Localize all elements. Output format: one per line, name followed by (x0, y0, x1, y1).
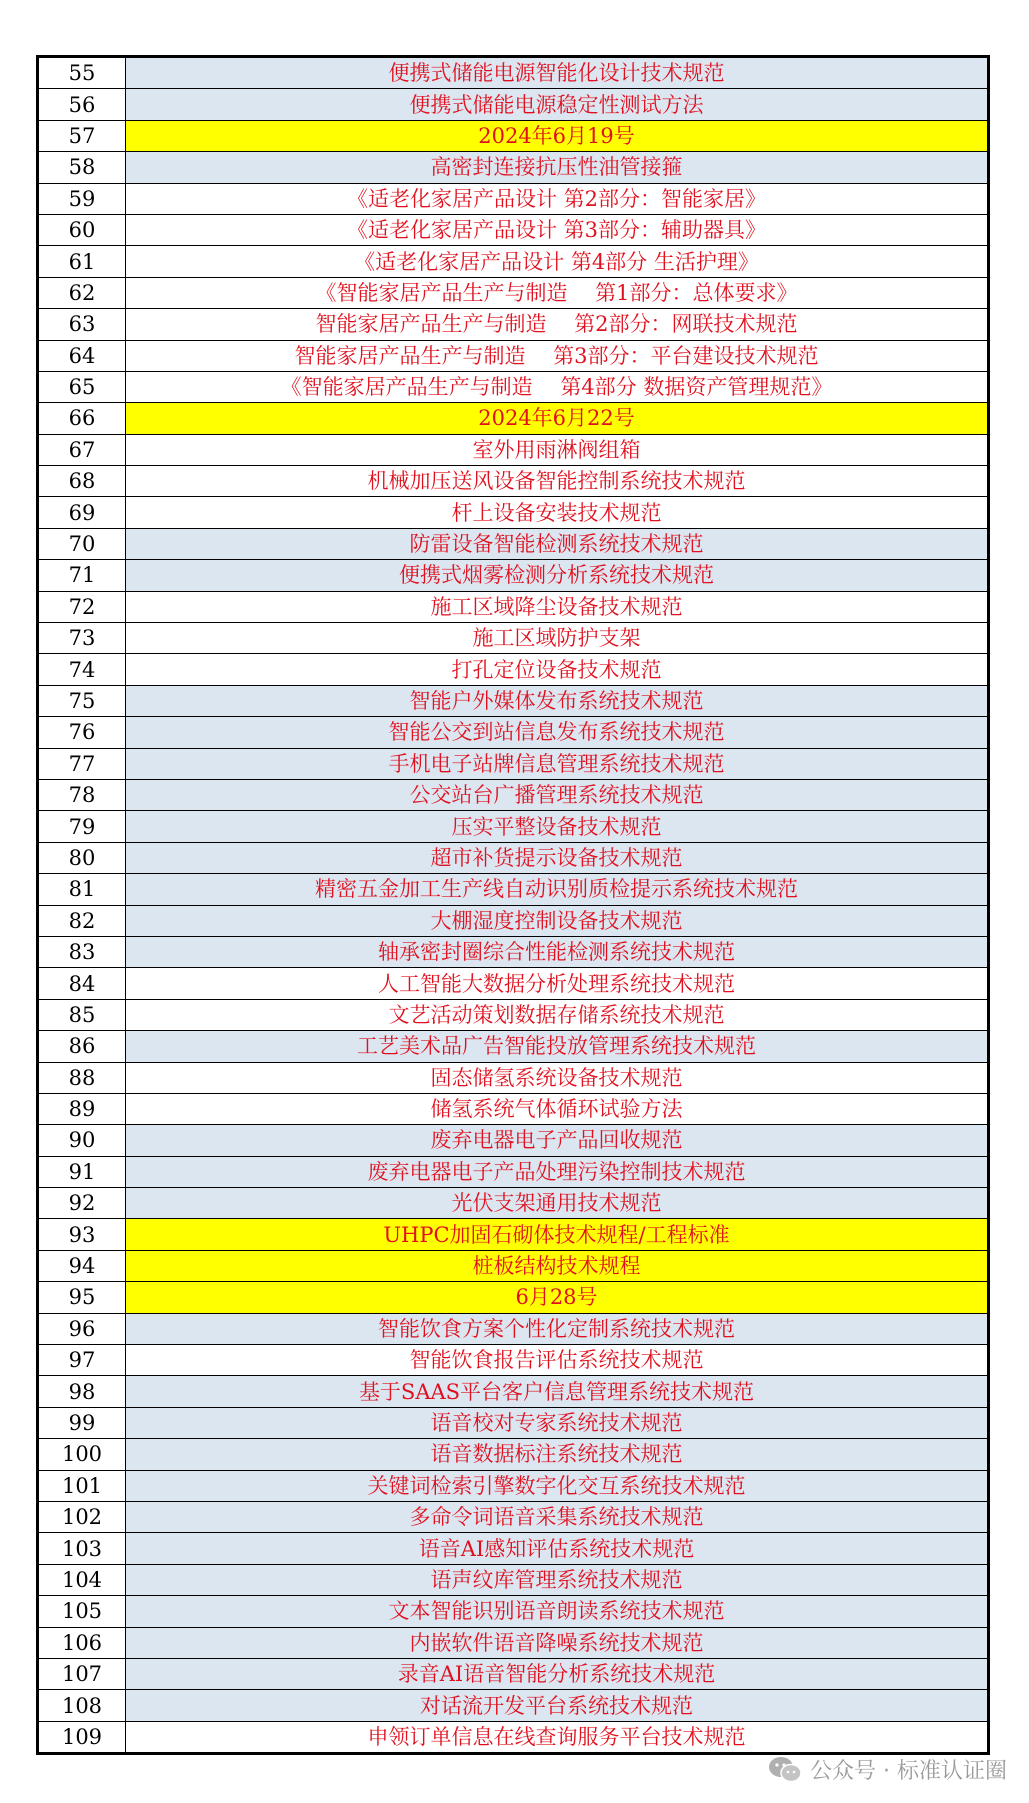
row-number: 107 (38, 1658, 126, 1689)
row-number: 102 (38, 1501, 126, 1532)
table-row (38, 497, 989, 528)
table-row (38, 1658, 989, 1689)
standard-title: 固态储氢系统设备技术规范 (126, 1062, 989, 1093)
row-number: 76 (38, 717, 126, 748)
table-row (38, 371, 989, 402)
table-row (38, 936, 989, 967)
row-number: 67 (38, 434, 126, 465)
standard-title: 防雷设备智能检测系统技术规范 (126, 528, 989, 559)
standard-title: 《适老化家居产品设计 第2部分：智能家居》 (126, 183, 989, 214)
standard-title: 便携式储能电源稳定性测试方法 (126, 89, 989, 120)
standard-title: 工艺美术品广告智能投放管理系统技术规范 (126, 1031, 989, 1062)
table-row (38, 591, 989, 622)
row-number: 86 (38, 1031, 126, 1062)
standard-title: 《智能家居产品生产与制造 第1部分：总体要求》 (126, 277, 989, 308)
table-row (38, 748, 989, 779)
table-row (38, 1282, 989, 1313)
standard-title: 压实平整设备技术规范 (126, 811, 989, 842)
table-row (38, 1439, 989, 1470)
row-number: 74 (38, 654, 126, 685)
standard-title: 超市补货提示设备技术规范 (126, 842, 989, 873)
table-row (38, 623, 989, 654)
row-number: 56 (38, 89, 126, 120)
row-number: 94 (38, 1250, 126, 1281)
row-number: 92 (38, 1188, 126, 1219)
standard-title: 录音AI语音智能分析系统技术规范 (126, 1658, 989, 1689)
table-row (38, 654, 989, 685)
table-row (38, 1188, 989, 1219)
table-row (38, 560, 989, 591)
standard-title: 《适老化家居产品设计 第3部分：辅助器具》 (126, 214, 989, 245)
table-row (38, 717, 989, 748)
standard-title: 智能家居产品生产与制造 第3部分：平台建设技术规范 (126, 340, 989, 371)
table-row (38, 1250, 989, 1281)
table-row (38, 1564, 989, 1595)
row-number: 106 (38, 1627, 126, 1658)
table-row (38, 466, 989, 497)
table-row (38, 403, 989, 434)
standard-title: 施工区域降尘设备技术规范 (126, 591, 989, 622)
table-row (38, 1690, 989, 1721)
standard-title: 便携式烟雾检测分析系统技术规范 (126, 560, 989, 591)
row-number: 68 (38, 466, 126, 497)
row-number: 97 (38, 1345, 126, 1376)
date-header-cell: UHPC加固石砌体技术规程/工程标准 (126, 1219, 989, 1250)
table-row (38, 1313, 989, 1344)
row-number: 108 (38, 1690, 126, 1721)
row-number: 98 (38, 1376, 126, 1407)
row-number: 84 (38, 968, 126, 999)
row-number: 80 (38, 842, 126, 873)
row-number: 90 (38, 1125, 126, 1156)
row-number: 59 (38, 183, 126, 214)
table-row (38, 214, 989, 245)
row-number: 101 (38, 1470, 126, 1501)
row-number: 60 (38, 214, 126, 245)
standard-title: 智能户外媒体发布系统技术规范 (126, 685, 989, 716)
table-row (38, 1062, 989, 1093)
row-number: 71 (38, 560, 126, 591)
standard-title: 大棚湿度控制设备技术规范 (126, 905, 989, 936)
row-number: 103 (38, 1533, 126, 1564)
standard-title: 智能饮食方案个性化定制系统技术规范 (126, 1313, 989, 1344)
row-number: 81 (38, 874, 126, 905)
row-number: 105 (38, 1596, 126, 1627)
row-number: 61 (38, 246, 126, 277)
row-number: 57 (38, 120, 126, 151)
standard-title: 机械加压送风设备智能控制系统技术规范 (126, 466, 989, 497)
row-number: 63 (38, 309, 126, 340)
table-row (38, 905, 989, 936)
row-number: 58 (38, 152, 126, 183)
row-number: 78 (38, 779, 126, 810)
table-row (38, 1125, 989, 1156)
table-row (38, 842, 989, 873)
table-row (38, 528, 989, 559)
table-row (38, 685, 989, 716)
table-row (38, 183, 989, 214)
date-header-cell: 6月28号 (126, 1282, 989, 1313)
wechat-icon (768, 1756, 802, 1784)
row-number: 75 (38, 685, 126, 716)
row-number: 72 (38, 591, 126, 622)
standard-title: 废弃电器电子产品处理污染控制技术规范 (126, 1156, 989, 1187)
standard-title: 人工智能大数据分析处理系统技术规范 (126, 968, 989, 999)
standard-title: 杆上设备安装技术规范 (126, 497, 989, 528)
standard-title: 语声纹库管理系统技术规范 (126, 1564, 989, 1595)
row-number: 55 (38, 57, 126, 89)
row-number: 64 (38, 340, 126, 371)
row-number: 89 (38, 1093, 126, 1124)
table-row (38, 1093, 989, 1124)
standards-table-body (38, 57, 989, 1754)
standards-table (36, 55, 990, 1755)
row-number: 95 (38, 1282, 126, 1313)
standard-title: 手机电子站牌信息管理系统技术规范 (126, 748, 989, 779)
table-row (38, 811, 989, 842)
table-row (38, 968, 989, 999)
row-number: 85 (38, 999, 126, 1030)
date-header-cell: 2024年6月22号 (126, 403, 989, 434)
standard-title: 智能家居产品生产与制造 第2部分：网联技术规范 (126, 309, 989, 340)
row-number: 79 (38, 811, 126, 842)
table-row (38, 434, 989, 465)
table-row (38, 1156, 989, 1187)
standard-title: 语音AI感知评估系统技术规范 (126, 1533, 989, 1564)
table-row (38, 277, 989, 308)
standard-title: 申领订单信息在线查询服务平台技术规范 (126, 1721, 989, 1753)
standard-title: 精密五金加工生产线自动识别质检提示系统技术规范 (126, 874, 989, 905)
table-row (38, 1219, 989, 1250)
row-number: 88 (38, 1062, 126, 1093)
standard-title: 高密封连接抗压性油管接箍 (126, 152, 989, 183)
row-number: 65 (38, 371, 126, 402)
table-row (38, 1031, 989, 1062)
table-row (38, 999, 989, 1030)
standard-title: 施工区域防护支架 (126, 623, 989, 654)
row-number: 99 (38, 1407, 126, 1438)
standard-title: 废弃电器电子产品回收规范 (126, 1125, 989, 1156)
row-number: 82 (38, 905, 126, 936)
table-row (38, 1345, 989, 1376)
table-row (38, 1627, 989, 1658)
row-number: 69 (38, 497, 126, 528)
standard-title: 储氢系统气体循环试验方法 (126, 1093, 989, 1124)
table-row (38, 1533, 989, 1564)
table-row (38, 1501, 989, 1532)
watermark (768, 1754, 1007, 1785)
table-row (38, 779, 989, 810)
table-row (38, 57, 989, 89)
table-row (38, 89, 989, 120)
watermark-text: 公众号 · 标准认证圈 (810, 1759, 1007, 1784)
date-header-cell: 2024年6月19号 (126, 120, 989, 151)
standard-title: 语音数据标注系统技术规范 (126, 1439, 989, 1470)
row-number: 96 (38, 1313, 126, 1344)
row-number: 73 (38, 623, 126, 654)
table-row (38, 1376, 989, 1407)
standard-title: 室外用雨淋阀组箱 (126, 434, 989, 465)
standard-title: 《智能家居产品生产与制造 第4部分 数据资产管理规范》 (126, 371, 989, 402)
row-number: 66 (38, 403, 126, 434)
standard-title: 文本智能识别语音朗读系统技术规范 (126, 1596, 989, 1627)
table-row (38, 152, 989, 183)
standard-title: 语音校对专家系统技术规范 (126, 1407, 989, 1438)
table-row (38, 309, 989, 340)
standard-title: 多命令词语音采集系统技术规范 (126, 1501, 989, 1532)
standard-title: 光伏支架通用技术规范 (126, 1188, 989, 1219)
date-header-cell: 桩板结构技术规程 (126, 1250, 989, 1281)
table-row (38, 874, 989, 905)
standard-title: 基于SAAS平台客户信息管理系统技术规范 (126, 1376, 989, 1407)
row-number: 109 (38, 1721, 126, 1753)
standard-title: 打孔定位设备技术规范 (126, 654, 989, 685)
row-number: 93 (38, 1219, 126, 1250)
standard-title: 公交站台广播管理系统技术规范 (126, 779, 989, 810)
standard-title: 关键词检索引擎数字化交互系统技术规范 (126, 1470, 989, 1501)
standard-title: 智能饮食报告评估系统技术规范 (126, 1345, 989, 1376)
row-number: 62 (38, 277, 126, 308)
row-number: 83 (38, 936, 126, 967)
table-row (38, 340, 989, 371)
standard-title: 智能公交到站信息发布系统技术规范 (126, 717, 989, 748)
standard-title: 便携式储能电源智能化设计技术规范 (126, 57, 989, 89)
standard-title: 内嵌软件语音降噪系统技术规范 (126, 1627, 989, 1658)
table-row (38, 246, 989, 277)
row-number: 70 (38, 528, 126, 559)
row-number: 104 (38, 1564, 126, 1595)
row-number: 77 (38, 748, 126, 779)
row-number: 91 (38, 1156, 126, 1187)
standard-title: 轴承密封圈综合性能检测系统技术规范 (126, 936, 989, 967)
table-row (38, 120, 989, 151)
table-row (38, 1596, 989, 1627)
table-row (38, 1721, 989, 1753)
table-row (38, 1470, 989, 1501)
table-row (38, 1407, 989, 1438)
standard-title: 对话流开发平台系统技术规范 (126, 1690, 989, 1721)
row-number: 100 (38, 1439, 126, 1470)
standard-title: 文艺活动策划数据存储系统技术规范 (126, 999, 989, 1030)
standard-title: 《适老化家居产品设计 第4部分 生活护理》 (126, 246, 989, 277)
